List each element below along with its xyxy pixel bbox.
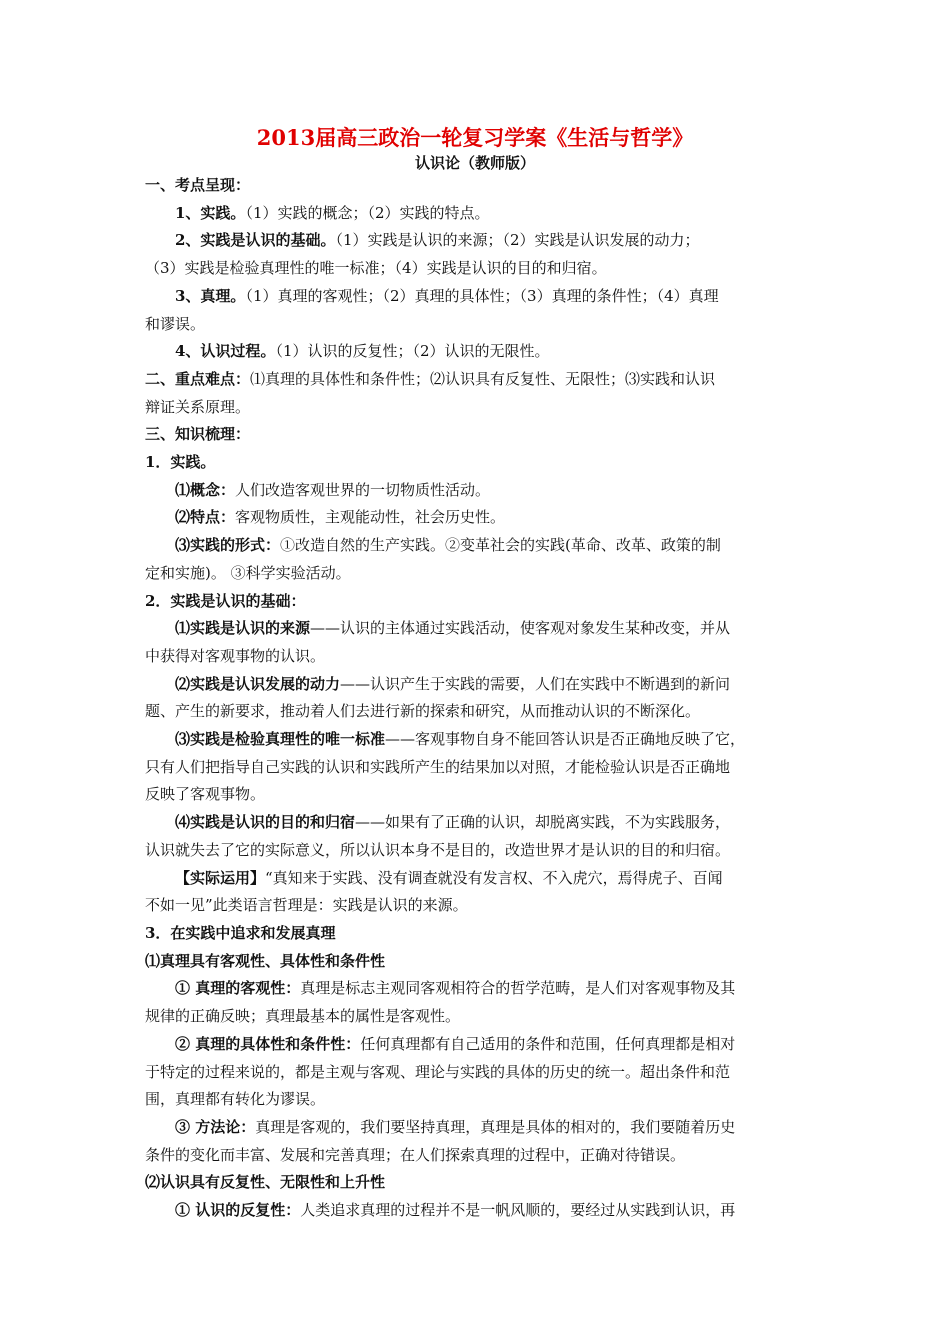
text-line	[145, 1169, 809, 1197]
bold-lead-text: ⑴实践是认识的来源	[175, 619, 311, 638]
text-line	[145, 1086, 809, 1114]
line-text: 只有人们把指导自己实践的认识和实践所产生的结果加以对照，才能检验认识是否正确地	[145, 757, 731, 776]
bold-lead-text: 1、实践。	[175, 203, 246, 222]
bold-lead-text: ⑵认识具有反复性、无限性和上升性	[145, 1173, 386, 1192]
text-line	[145, 588, 809, 616]
line-text: 辩证关系原理。	[145, 397, 251, 416]
text-line	[145, 255, 809, 283]
line-text: ①改造自然的生产实践。②变革社会的实践(革命、改革、政策的制	[280, 536, 721, 555]
bold-lead-text: ③ 方法论：	[175, 1117, 256, 1136]
line-text: 和谬误。	[145, 314, 206, 333]
text-line	[145, 1003, 809, 1031]
line-text: ——认识产生于实践的需要，人们在实践中不断遇到的新问	[340, 674, 731, 693]
line-text: 规律的正确反映；真理最基本的属性是客观性。	[145, 1007, 461, 1026]
bold-lead-text: 4、认识过程。	[175, 342, 276, 361]
line-text: （1）实践是认识的来源；（2）实践是认识发展的动力；	[335, 231, 700, 250]
line-text: 真理是客观的，我们要坚持真理，真理是具体的相对的，我们要随着历史	[255, 1117, 736, 1136]
text-line	[145, 421, 809, 449]
line-text: 真理是标志主观同客观相符合的哲学范畴，是人们对客观事物及其	[300, 979, 736, 998]
document-title: 2013届高三政治一轮复习学案《生活与哲学》	[256, 125, 694, 150]
bold-lead-text: 三、知识梳理：	[145, 425, 251, 444]
text-line	[145, 920, 809, 948]
line-text: 人们改造客观世界的一切物质性活动。	[235, 480, 491, 499]
bold-lead-text: 3．在实践中追求和发展真理	[145, 923, 336, 942]
bold-lead-text: ① 认识的反复性：	[175, 1201, 301, 1220]
line-text: 于特定的过程来说的，都是主观与客观、理论与实践的具体的历史的统一。超出条件和范	[145, 1062, 731, 1081]
text-line	[145, 948, 809, 976]
bold-lead-text: 一、考点呈现：	[145, 176, 251, 194]
bold-lead-text: ⑴概念：	[175, 480, 236, 499]
line-text: （1）实践的概念；（2）实践的特点。	[245, 203, 490, 222]
bold-lead-text: ⑵实践是认识发展的动力	[175, 674, 341, 693]
bold-lead-text: ⑵特点：	[175, 508, 236, 527]
line-text: 围，真理都有转化为谬误。	[145, 1090, 326, 1109]
text-line	[145, 366, 809, 394]
text-line	[145, 837, 809, 865]
text-line	[145, 809, 809, 837]
document-subtitle: 认识论（教师版）	[414, 154, 535, 172]
line-text: 题、产生的新要求，推动着人们去进行新的探索和研究，从而推动认识的不断深化。	[145, 702, 701, 721]
text-line	[145, 1142, 809, 1170]
text-line	[145, 781, 809, 809]
line-text: 定和实施)。 ③科学实验活动。	[145, 563, 351, 582]
text-line	[145, 477, 809, 505]
bold-lead-text: 2．实践是认识的基础：	[145, 591, 306, 610]
bold-lead-text: ① 真理的客观性：	[175, 979, 301, 998]
line-text: 中获得对客观事物的认识。	[145, 646, 326, 665]
line-text: ——客观事物自身不能回答认识是否正确地反映了它，	[385, 730, 746, 749]
text-line	[145, 394, 809, 422]
bold-lead-text: 2、实践是认识的基础。	[175, 231, 336, 250]
line-text: 不如一见”此类语言哲理是：实践是认识的来源。	[145, 896, 468, 915]
text-line	[145, 892, 809, 920]
text-line	[145, 504, 809, 532]
text-line	[145, 1114, 809, 1142]
text-line	[145, 643, 809, 671]
bold-lead-text: ⑶实践是检验真理性的唯一标准	[175, 730, 386, 749]
document-body	[145, 172, 809, 1225]
bold-lead-text: 3、真理。	[175, 286, 246, 305]
text-line	[145, 449, 809, 477]
line-text: 认识就失去了它的实际意义，所以认识本身不是目的，改造世界才是认识的目的和归宿。	[145, 840, 731, 859]
line-text: “真知来于实践、没有调查就没有发言权、不入虎穴，焉得虎子、百闻	[265, 868, 723, 887]
text-line	[145, 1197, 809, 1225]
line-text: （1）认识的反复性；（2）认识的无限性。	[275, 342, 550, 361]
text-line	[145, 311, 809, 339]
text-line	[145, 560, 809, 588]
line-text: 条件的变化而丰富、发展和完善真理；在人们探索真理的过程中，正确对待错误。	[145, 1145, 686, 1164]
text-line	[145, 200, 809, 228]
text-line	[145, 172, 809, 200]
text-line	[145, 754, 809, 782]
text-line	[145, 865, 809, 893]
text-line	[145, 1059, 809, 1087]
text-line	[145, 532, 809, 560]
bold-lead-text: ⑴真理具有客观性、具体性和条件性	[145, 951, 386, 970]
text-line	[145, 1031, 809, 1059]
line-text: ——认识的主体通过实践活动，使客观对象发生某种改变，并从	[310, 619, 731, 638]
bold-lead-text: 【实际运用】	[175, 868, 266, 887]
line-text: 任何真理都有自己适用的条件和范围，任何真理都是相对	[360, 1034, 736, 1053]
bold-lead-text: ⑷实践是认识的目的和归宿	[175, 813, 356, 832]
text-line	[145, 227, 809, 255]
line-text: 反映了客观事物。	[145, 785, 266, 804]
bold-lead-text: ⑶实践的形式：	[175, 536, 281, 555]
line-text: （1）真理的客观性；（2）真理的具体性；（3）真理的条件性；（4）真理	[245, 286, 719, 305]
text-line	[145, 283, 809, 311]
text-line	[145, 338, 809, 366]
text-line	[145, 975, 809, 1003]
line-text: ⑴真理的具体性和条件性；⑵认识具有反复性、无限性；⑶实践和认识	[250, 369, 716, 388]
line-text: ——如果有了正确的认识，却脱离实践，不为实践服务，	[355, 813, 731, 832]
bold-lead-text: 二、重点难点：	[145, 369, 251, 388]
text-line	[145, 615, 809, 643]
line-text: 人类追求真理的过程并不是一帆风顺的，要经过从实践到认识，再	[300, 1201, 736, 1220]
line-text: 客观物质性，主观能动性，社会历史性。	[235, 508, 506, 527]
line-text: （3）实践是检验真理性的唯一标准；（4）实践是认识的目的和归宿。	[145, 259, 607, 278]
bold-lead-text: 1．实践。	[145, 453, 216, 472]
text-line	[145, 698, 809, 726]
text-line	[145, 726, 809, 754]
text-line	[145, 671, 809, 699]
bold-lead-text: ② 真理的具体性和条件性：	[175, 1034, 361, 1053]
